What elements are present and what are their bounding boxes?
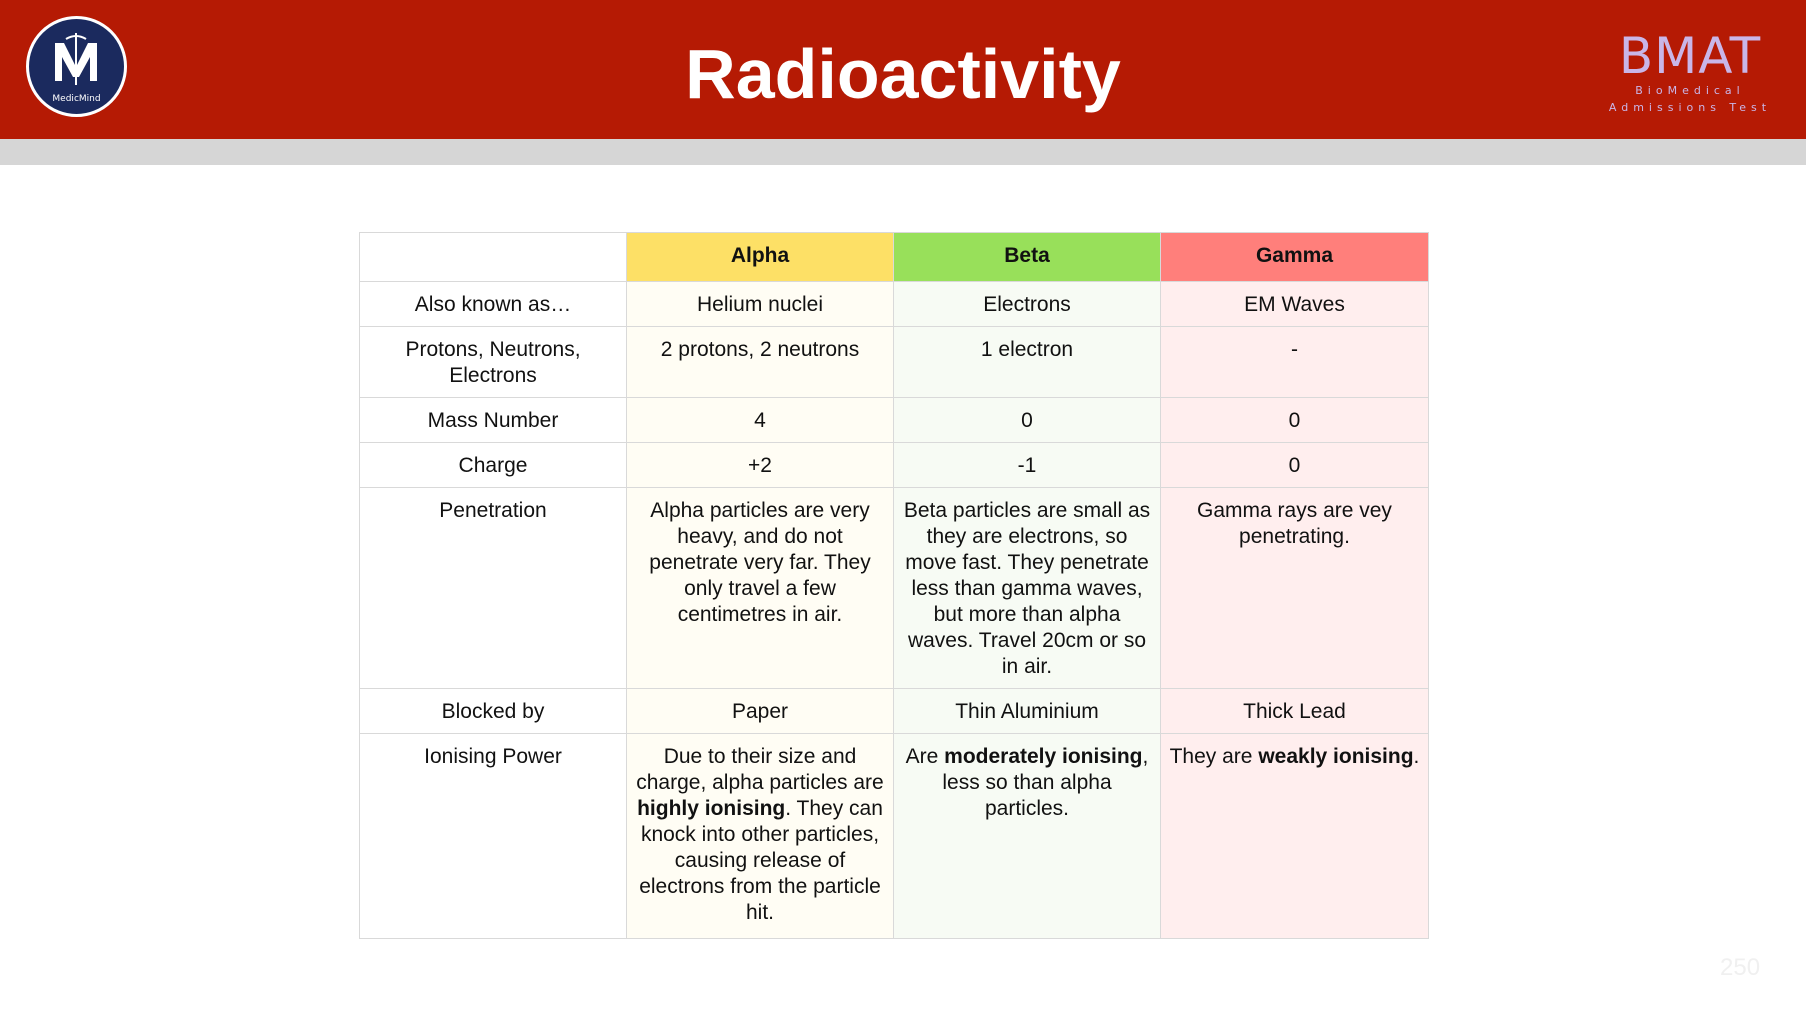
cell-bold-text: weakly ionising	[1258, 745, 1414, 768]
header-cell-blank	[360, 233, 627, 282]
table-row	[360, 734, 1429, 939]
header-divider	[0, 139, 1806, 165]
bmat-line2: Admissions Test	[1608, 101, 1772, 114]
gamma-cell: 0	[1161, 443, 1429, 488]
row-label: Ionising Power	[360, 734, 627, 939]
cell-bold-text: moderately ionising	[944, 745, 1143, 768]
table-row	[360, 398, 1429, 443]
gamma-cell: Thick Lead	[1161, 689, 1429, 734]
table-header-row	[360, 233, 1429, 282]
alpha-cell: Helium nuclei	[627, 282, 894, 327]
page-title: Radioactivity	[685, 35, 1121, 113]
gamma-cell: 0	[1161, 398, 1429, 443]
beta-cell: 0	[894, 398, 1161, 443]
cell-text: Due to their size and charge, alpha particles are	[636, 745, 884, 794]
table-row	[360, 327, 1429, 398]
header-cell-beta: Beta	[894, 233, 1161, 282]
logo-text: MedicMind	[52, 94, 101, 104]
row-label: Mass Number	[360, 398, 627, 443]
row-label: Also known as…	[360, 282, 627, 327]
table-row	[360, 488, 1429, 689]
cell-text: Are	[905, 745, 945, 768]
cell-text: .	[1413, 745, 1420, 768]
table-row	[360, 689, 1429, 734]
beta-cell: Beta particles are small as they are electrons, so move fast. They penetrate less than gamma waves, but more than alpha waves. Travel 20cm or so in air.	[894, 488, 1161, 689]
row-label: Protons, Neutrons, Electrons	[360, 327, 627, 398]
bmat-logo	[1600, 27, 1780, 116]
alpha-cell: 2 protons, 2 neutrons	[627, 327, 894, 398]
beta-cell: -1	[894, 443, 1161, 488]
cell-text: They are	[1169, 745, 1259, 768]
alpha-cell	[627, 734, 894, 939]
radiation-comparison-table	[359, 232, 1429, 939]
beta-cell: Thin Aluminium	[894, 689, 1161, 734]
alpha-cell: Alpha particles are very heavy, and do not penetrate very far. They only travel a few centimetres in air.	[627, 488, 894, 689]
page-number: 250	[1720, 954, 1761, 981]
header-cell-alpha: Alpha	[627, 233, 894, 282]
beta-cell: 1 electron	[894, 327, 1161, 398]
row-label: Penetration	[360, 488, 627, 689]
cell-text: . They can knock into other particles, causing release of electrons from the particle hit.	[639, 797, 883, 924]
row-label: Charge	[360, 443, 627, 488]
bmat-line1: BioMedical	[1635, 84, 1745, 97]
gamma-cell: -	[1161, 327, 1429, 398]
cell-bold-text: highly ionising	[637, 797, 786, 820]
alpha-cell: Paper	[627, 689, 894, 734]
row-label: Blocked by	[360, 689, 627, 734]
beta-cell: Electrons	[894, 282, 1161, 327]
table-row	[360, 443, 1429, 488]
table-row	[360, 282, 1429, 327]
alpha-cell: +2	[627, 443, 894, 488]
alpha-cell: 4	[627, 398, 894, 443]
beta-cell	[894, 734, 1161, 939]
gamma-cell: Gamma rays are vey penetrating.	[1161, 488, 1429, 689]
gamma-cell	[1161, 734, 1429, 939]
header-cell-gamma: Gamma	[1161, 233, 1429, 282]
gamma-cell: EM Waves	[1161, 282, 1429, 327]
bmat-brand: BMAT	[1618, 27, 1762, 85]
cell-text: , less so than alpha particles.	[942, 745, 1149, 820]
